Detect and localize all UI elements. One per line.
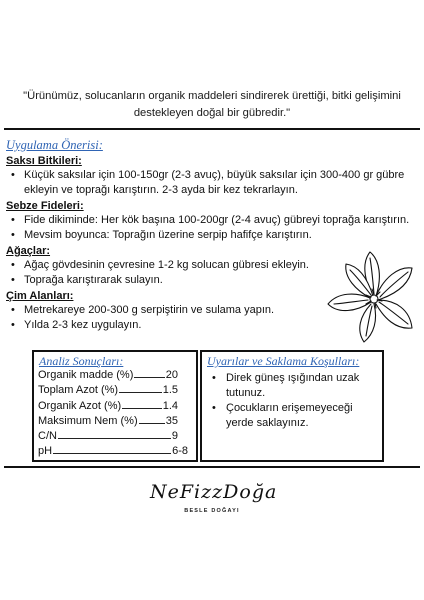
- list-item: • Mevsim boyunca: Toprağın üzerine serpip hafifçe karıştırın.: [6, 228, 420, 243]
- analysis-title: Analiz Sonuçları:: [39, 354, 124, 368]
- section-title-pots: Saksı Bitkileri:: [6, 155, 82, 167]
- top-divider: [4, 128, 420, 130]
- list-item: • Direk güneş ışığından uzak tutunuz.: [202, 371, 382, 401]
- intro-quote: [4, 88, 420, 122]
- analysis-row: Organik madde (%) 20: [38, 369, 178, 381]
- usage-title: Uygulama Önerisi:: [6, 138, 103, 152]
- flower-icon: [326, 248, 416, 344]
- warnings-box: [200, 350, 384, 462]
- list-item: • Metrekareye 200-300 g serpiştirin ve sulama yapın.: [6, 303, 420, 318]
- analysis-box: [32, 350, 198, 462]
- bottom-divider: [4, 466, 420, 468]
- section-title-trees: Ağaçlar:: [6, 245, 51, 257]
- analysis-row: pH 6-8: [38, 445, 188, 458]
- list-item: • Çocukların erişemeyeceği yerde saklayınız.: [202, 401, 382, 431]
- analysis-row: Toplam Azot (%) 1.5: [38, 384, 178, 397]
- analysis-row: Organik Azot (%) 1.4: [38, 399, 178, 412]
- section-title-seedlings: Sebze Fideleri:: [6, 200, 84, 212]
- list-item: • Ağaç gövdesinin çevresine 1-2 kg solucan gübresi ekleyin.: [6, 258, 420, 273]
- quote-line-1: "Ürünümüz, solucanların organik maddeleri sindirerek ürettiği, bitki gelişimini: [23, 90, 401, 102]
- warnings-title: Uyarılar ve Saklama Koşulları:: [207, 354, 360, 368]
- brand-wordmark: NeFizzDoğa: [150, 481, 278, 503]
- warnings-list: [202, 371, 382, 431]
- brand-logo: [150, 481, 278, 514]
- analysis-row: Maksimum Nem (%) 35: [38, 414, 178, 427]
- section-list-pots: [6, 168, 420, 198]
- list-item: • Fide dikiminde: Her kök başına 100-200gr (2-4 avuç) gübreyi toprağa karıştırın.: [6, 213, 420, 228]
- section-title-lawn: Çim Alanları:: [6, 290, 74, 302]
- quote-line-2: destekleyen doğal bir gübredir.": [133, 107, 291, 119]
- brand-tagline: BESLE DOĞAYI: [184, 508, 240, 514]
- section-list-seedlings: [6, 213, 420, 243]
- analysis-row: C/N 9: [38, 430, 178, 443]
- list-item: • Küçük saksılar için 100-150gr (2-3 avuç), büyük saksılar için 300-400 gr gübre ekleyin ve toprağı karıştırın. 2-3 ayda bir kez tekrarlayın.: [6, 168, 420, 198]
- list-item: • Toprağa karıştırarak sulayın.: [6, 273, 420, 288]
- list-item: • Yılda 2-3 kez uygulayın.: [6, 318, 420, 333]
